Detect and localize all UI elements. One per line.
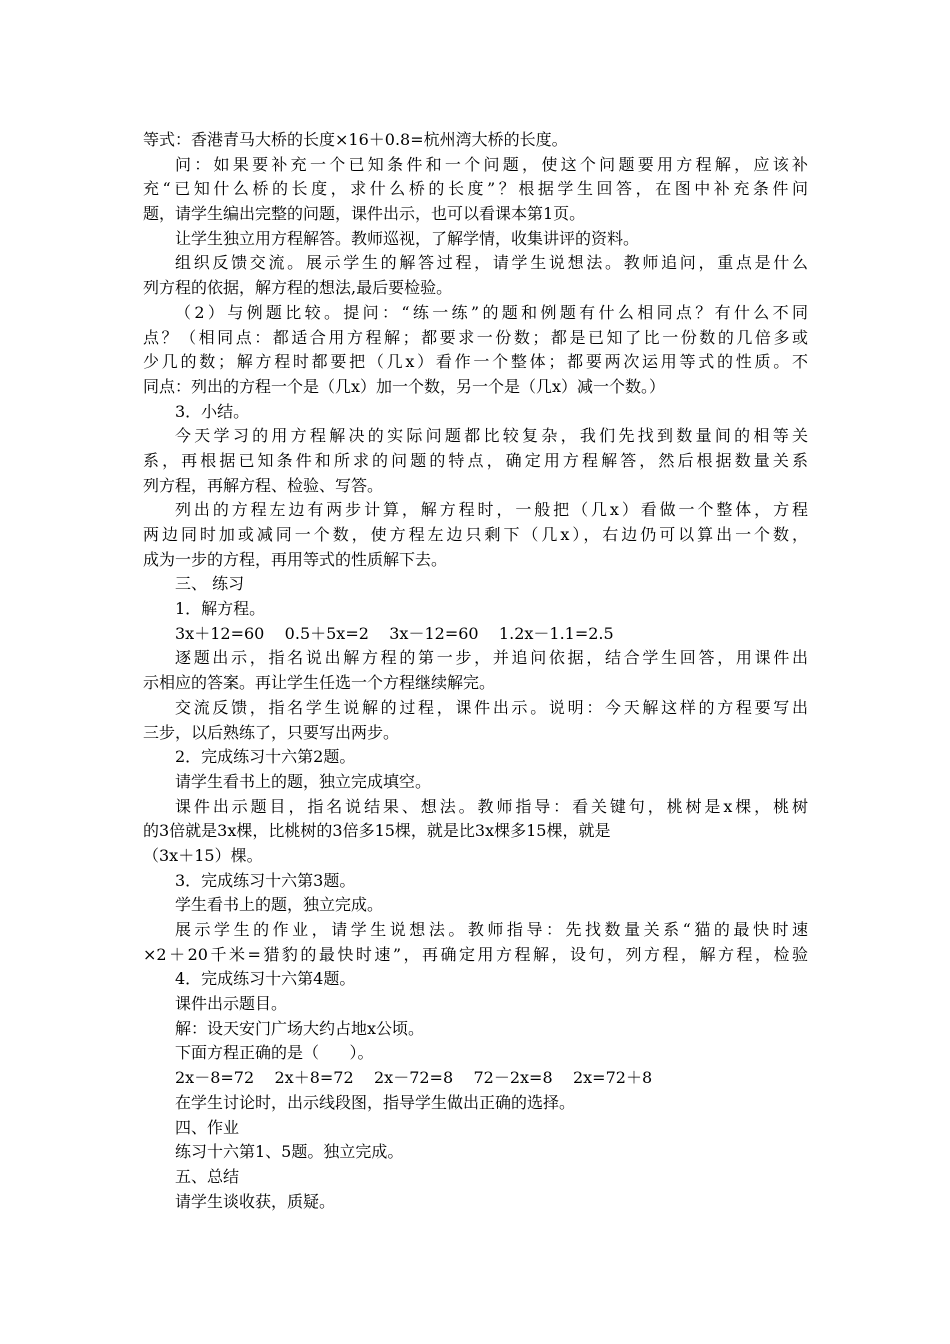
text-line: 1．解方程。 <box>175 599 266 619</box>
text-line: 三、 练习 <box>175 574 245 594</box>
text-line: 充“已知什么桥的长度，求什么桥的长度”？根据学生回答，在图中补充条件问 <box>143 179 808 199</box>
text-line: 列方程，再解方程、检验、写答。 <box>143 475 384 495</box>
text-line: 4．完成练习十六第4题。 <box>175 969 356 989</box>
text-line: 组织反馈交流。展示学生的解答过程，请学生说想法。教师追问，重点是什么 <box>175 253 808 273</box>
text-line: 示相应的答案。再让学生任选一个方程继续解完。 <box>143 673 496 693</box>
text-line: 2．完成练习十六第2题。 <box>175 747 356 767</box>
text-line: 2x－8=72 2x＋8=72 2x－72=8 72－2x=8 2x=72＋8 <box>175 1068 653 1088</box>
text-line: 四、作业 <box>175 1117 240 1137</box>
text-line: 系，再根据已知条件和所求的问题的特点，确定用方程解答，然后根据数量关系 <box>143 450 808 470</box>
text-line: 五、总结 <box>175 1166 240 1186</box>
text-line: 让学生独立用方程解答。教师巡视，了解学情，收集讲评的资料。 <box>175 228 640 248</box>
text-line: 3．完成练习十六第3题。 <box>175 870 356 890</box>
text-line: 两边同时加或减同一个数，使方程左边只剩下（几x），右边仍可以算出一个数， <box>143 525 808 544</box>
text-line: 请学生谈收获，质疑。 <box>175 1191 336 1211</box>
text-line: 学生看书上的题，独立完成。 <box>175 895 384 915</box>
text-line: 3．小结。 <box>175 401 250 421</box>
text-line: 请学生看书上的题，独立完成填空。 <box>175 771 432 791</box>
text-line: 列出的方程左边有两步计算，解方程时，一般把（几x）看做一个整体，方程 <box>175 500 808 520</box>
document-body <box>143 128 808 1214</box>
text-line: 列方程的依据，解方程的想法,最后要检验。 <box>143 278 453 298</box>
text-line: 展示学生的作业，请学生说想法。教师指导：先找数量关系“猫的最快时速 <box>175 920 808 939</box>
text-line: 交流反馈，指名学生说解的过程，课件出示。说明：今天解这样的方程要写出 <box>175 697 808 717</box>
text-line: 练习十六第1、5题。独立完成。 <box>175 1142 404 1162</box>
text-line: 课件出示题目，指名说结果、想法。教师指导：看关键句，桃树是x棵，桃树 <box>175 796 808 816</box>
text-line: 等式：香港青马大桥的长度×16＋0.8=杭州湾大桥的长度。 <box>143 130 568 149</box>
text-line: （3x＋15）棵。 <box>143 845 263 865</box>
text-line: ×2＋20千米=猎豹的最快时速”，再确定用方程解，设句，列方程，解方程，检验 <box>143 944 808 964</box>
text-line: 今天学习的用方程解决的实际问题都比较复杂，我们先找到数量间的相等关 <box>175 426 808 446</box>
text-line: 同点：列出的方程一个是（几x）加一个数，另一个是（几x）减一个数。） <box>143 376 666 396</box>
text-line: 成为一步的方程，再用等式的性质解下去。 <box>143 549 448 569</box>
text-line: 3x＋12=60 0.5＋5x=2 3x－12=60 1.2x－1.1=2.5 <box>175 623 614 643</box>
text-line: 三步，以后熟练了，只要写出两步。 <box>143 722 400 742</box>
text-line: 少几的数；解方程时都要把（几x）看作一个整体；都要两次运用等式的性质。不 <box>143 352 808 372</box>
text-line: 在学生讨论时，出示线段图，指导学生做出正确的选择。 <box>175 1092 576 1112</box>
text-line: 下面方程正确的是（ ）。 <box>175 1043 374 1063</box>
text-line: 课件出示题目。 <box>175 994 288 1014</box>
text-line: （2）与例题比较。提问：“练一练”的题和例题有什么相同点？有什么不同 <box>175 302 808 322</box>
text-line: 点？（相同点：都适合用方程解；都要求一份数；都是已知了比一份数的几倍多或 <box>143 327 808 347</box>
text-line: 的3倍就是3x棵，比桃树的3倍多15棵，就是比3x棵多15棵，就是 <box>143 821 611 841</box>
text-line: 解：设天安门广场大约占地x公顷。 <box>175 1018 425 1038</box>
text-line: 逐题出示，指名说出解方程的第一步，并追问依据，结合学生回答，用课件出 <box>175 648 808 668</box>
text-line: 问：如果要补充一个已知条件和一个问题，使这个问题要用方程解，应该补 <box>175 154 808 174</box>
text-line: 题，请学生编出完整的问题，课件出示，也可以看课本第1页。 <box>143 204 586 224</box>
